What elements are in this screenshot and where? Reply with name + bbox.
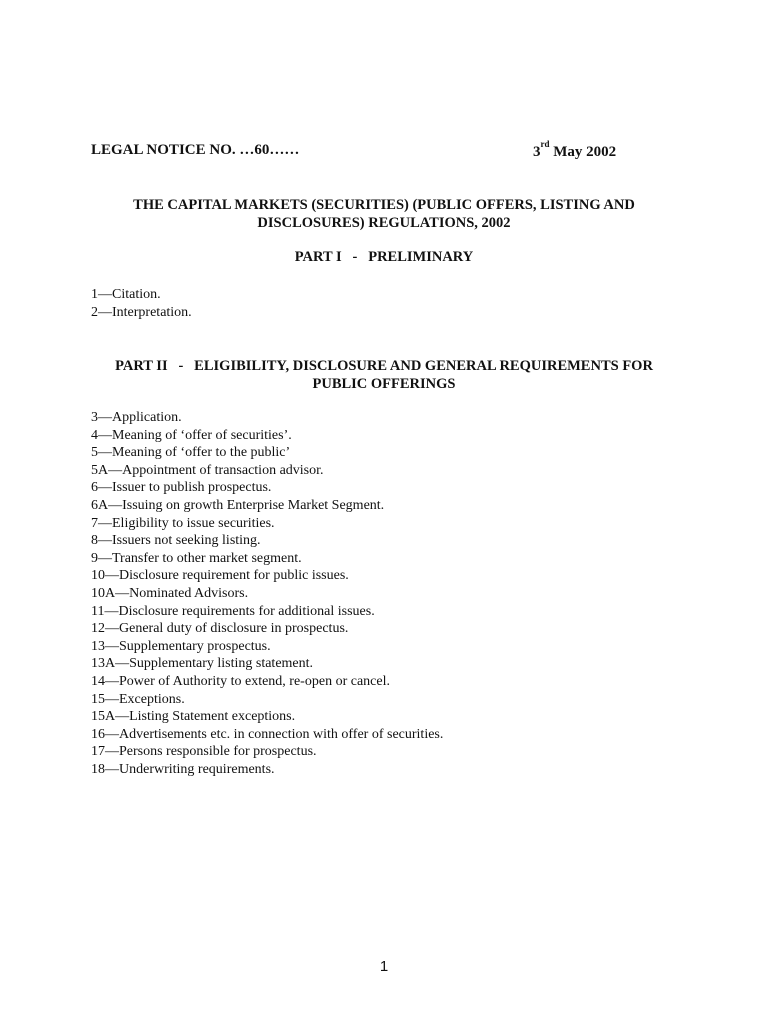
list-item: 10A—Nominated Advisors. bbox=[91, 585, 249, 601]
list-item: 3—Application. bbox=[91, 410, 182, 425]
list-item: 15—Exceptions. bbox=[91, 691, 185, 707]
part-1-list bbox=[91, 286, 192, 321]
list-item: 14—Power of Authority to extend, re-open or cancel. bbox=[91, 673, 390, 689]
date-month-year: May 2002 bbox=[549, 144, 617, 160]
list-item: 5—Meaning of ‘offer to the public’ bbox=[91, 445, 291, 461]
part-2-heading: PART II - ELIGIBILITY, DISCLOSURE AND GENERAL REQUIREMENTS FOR PUBLIC OFFERINGS bbox=[115, 358, 657, 392]
list-item: 12—General duty of disclosure in prospectus. bbox=[91, 621, 349, 637]
list-item: 6—Issuer to publish prospectus. bbox=[91, 480, 272, 496]
list-item: 4—Meaning of ‘offer of securities’. bbox=[91, 427, 292, 443]
list-item: 6A—Issuing on growth Enterprise Market Segment. bbox=[91, 497, 385, 513]
date-suffix: rd bbox=[540, 139, 550, 149]
list-item: 2—Interpretation. bbox=[91, 304, 192, 320]
list-item: 16—Advertisements etc. in connection with offer of securities. bbox=[91, 726, 444, 742]
notice-date bbox=[533, 139, 617, 161]
list-item: 11—Disclosure requirements for additional issues. bbox=[91, 603, 375, 619]
list-item: 15A—Listing Statement exceptions. bbox=[91, 709, 296, 725]
list-item: 10—Disclosure requirement for public issues. bbox=[91, 568, 349, 584]
list-item: 1—Citation. bbox=[91, 287, 161, 302]
list-item: 5A—Appointment of transaction advisor. bbox=[91, 462, 324, 478]
list-item: 8—Issuers not seeking listing. bbox=[91, 533, 261, 549]
list-item: 17—Persons responsible for prospectus. bbox=[91, 744, 317, 760]
date-day: 3 bbox=[533, 144, 541, 160]
part-2-list bbox=[91, 409, 443, 778]
list-item: 13A—Supplementary listing statement. bbox=[91, 656, 314, 672]
page-number: 1 bbox=[379, 958, 389, 975]
list-item: 9—Transfer to other market segment. bbox=[91, 550, 302, 566]
list-item: 7—Eligibility to issue securities. bbox=[91, 515, 275, 531]
regulations-title: THE CAPITAL MARKETS (SECURITIES) (PUBLIC OFFERS, LISTING AND DISCLOSURES) REGULATIONS, 2002 bbox=[133, 197, 635, 231]
legal-notice-number: LEGAL NOTICE NO. …60…… bbox=[91, 142, 300, 158]
part-1-heading: PART I - PRELIMINARY bbox=[294, 249, 474, 265]
list-item: 18—Underwriting requirements. bbox=[91, 761, 275, 777]
list-item: 13—Supplementary prospectus. bbox=[91, 638, 271, 654]
